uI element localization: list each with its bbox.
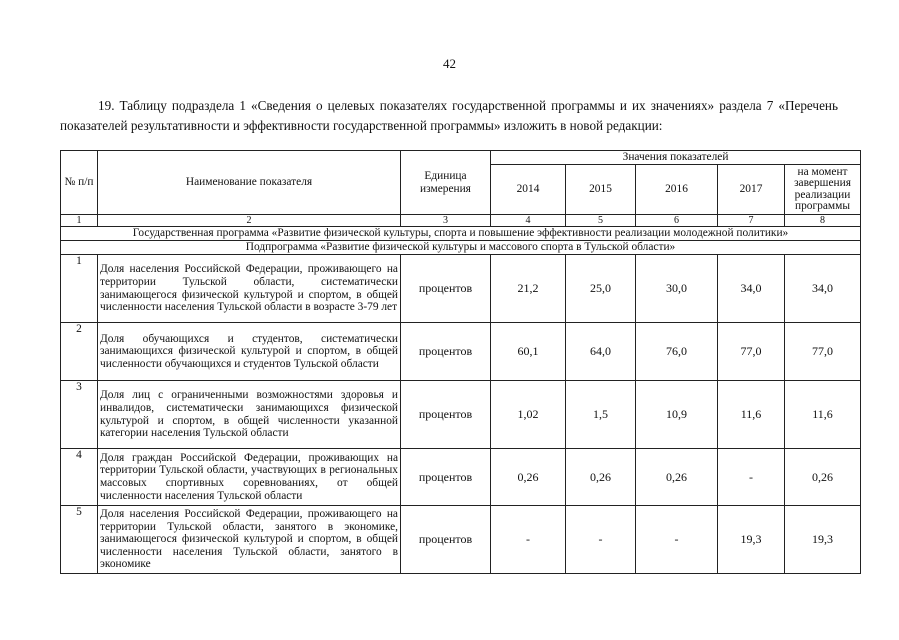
value-2014: 1,02 — [491, 381, 566, 449]
table-row — [61, 255, 861, 323]
value-2017: - — [718, 449, 785, 506]
value-2017: 19,3 — [718, 506, 785, 574]
row-number: 4 — [61, 449, 98, 506]
unit-cell: процентов — [401, 506, 491, 574]
unit-cell: процентов — [401, 255, 491, 323]
header-year-2017: 2017 — [718, 165, 785, 215]
indicator-name: Доля населения Российской Федерации, проживающего на территории Тульской области, занятого в экономике, занимающегося физической культурой и спортом, в общей численности населения Тульской области, занятого в экономике — [98, 506, 401, 574]
value-2016: - — [636, 506, 718, 574]
indicator-name: Доля лиц с ограниченными возможностями здоровья и инвалидов, систематически занимающихся физической культурой и спортом, в общей численности указанной категории населения Тульской области — [98, 381, 401, 449]
value-2015: 64,0 — [566, 323, 636, 381]
column-number: 3 — [401, 215, 491, 227]
row-number: 3 — [61, 381, 98, 449]
header-values-group: Значения показателей — [491, 151, 861, 165]
value-final: 77,0 — [785, 323, 861, 381]
table-row — [61, 323, 861, 381]
value-2016: 10,9 — [636, 381, 718, 449]
unit-cell: процентов — [401, 381, 491, 449]
header-name: Наименование показателя — [98, 151, 401, 215]
subprogram-row — [61, 241, 861, 255]
program-title: Государственная программа «Развитие физической культуры, спорта и повышение эффективности реализации молодежной политики» — [61, 227, 861, 241]
indicators-table — [60, 150, 861, 574]
value-2014: 0,26 — [491, 449, 566, 506]
row-number: 2 — [61, 323, 98, 381]
column-number-row — [61, 215, 861, 227]
value-2017: 11,6 — [718, 381, 785, 449]
header-unit: Единица измерения — [401, 151, 491, 215]
column-number: 4 — [491, 215, 566, 227]
value-2016: 0,26 — [636, 449, 718, 506]
value-final: 34,0 — [785, 255, 861, 323]
table-row — [61, 506, 861, 574]
column-number: 5 — [566, 215, 636, 227]
column-number: 6 — [636, 215, 718, 227]
value-2015: 0,26 — [566, 449, 636, 506]
intro-paragraph: 19. Таблицу подраздела 1 «Сведения о целевых показателях государственной программы и их значениях» раздела 7 «Перечень показателей результативности и эффективности государственной программы» изложить в новой редакции: — [60, 98, 838, 133]
program-row — [61, 227, 861, 241]
header-num: № п/п — [61, 151, 98, 215]
value-2017: 34,0 — [718, 255, 785, 323]
page-number: 42 — [443, 56, 456, 71]
table-row — [61, 381, 861, 449]
indicator-name: Доля граждан Российской Федерации, проживающих на территории Тульской области, участвующих в региональных массовых спортивных соревнованиях, от общей численности населения Тульской области — [98, 449, 401, 506]
value-2015: - — [566, 506, 636, 574]
header-year-2016: 2016 — [636, 165, 718, 215]
column-number: 7 — [718, 215, 785, 227]
value-2014: 21,2 — [491, 255, 566, 323]
value-2014: 60,1 — [491, 323, 566, 381]
header-year-2015: 2015 — [566, 165, 636, 215]
value-2014: - — [491, 506, 566, 574]
value-final: 19,3 — [785, 506, 861, 574]
value-final: 0,26 — [785, 449, 861, 506]
value-2016: 30,0 — [636, 255, 718, 323]
unit-cell: процентов — [401, 323, 491, 381]
value-2015: 1,5 — [566, 381, 636, 449]
value-2016: 76,0 — [636, 323, 718, 381]
column-number: 8 — [785, 215, 861, 227]
indicator-name: Доля населения Российской Федерации, проживающего на территории Тульской области, систематически занимающегося физической культурой и спортом, в общей численности населения Тульской области в возрасте 3-79 лет — [98, 255, 401, 323]
value-2017: 77,0 — [718, 323, 785, 381]
row-number: 5 — [61, 506, 98, 574]
table-row — [61, 449, 861, 506]
unit-cell: процентов — [401, 449, 491, 506]
header-final: на момент завершения реализации программы — [785, 165, 861, 215]
row-number: 1 — [61, 255, 98, 323]
subprogram-title: Подпрограмма «Развитие физической культуры и массового спорта в Тульской области» — [61, 241, 861, 255]
column-number: 1 — [61, 215, 98, 227]
header-row-1 — [61, 151, 861, 165]
indicator-name: Доля обучающихся и студентов, систематически занимающихся физической культурой и спортом, в общей численности обучающихся и студентов Тульской области — [98, 323, 401, 381]
header-year-2014: 2014 — [491, 165, 566, 215]
column-number: 2 — [98, 215, 401, 227]
value-final: 11,6 — [785, 381, 861, 449]
value-2015: 25,0 — [566, 255, 636, 323]
